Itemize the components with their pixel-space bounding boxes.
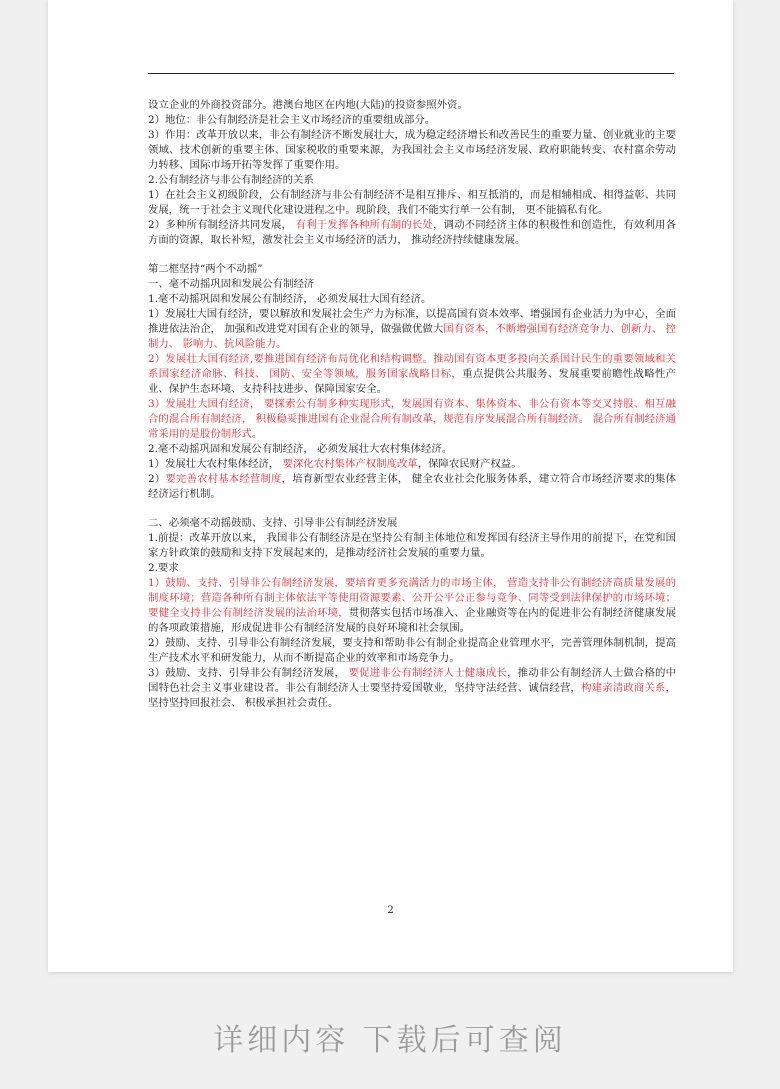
body-text: ，保障农民财产权益。 (417, 458, 522, 470)
body-text: ，调动不同经济主体的积极性和创造性，有效利用各方面的资源，取长补短，激发社会主义市场经济的活力， 推动经济持续健康发展。 (148, 219, 676, 246)
highlighted-text: 2）发展壮大国有经济,要推进国有经济布局优化和结构调整。推动国有资本更多投向关系国计民生的重要领域和关系国家经济命脉、科技、 国防、安全等领域，服务国家战略目标， (148, 353, 676, 380)
paragraph (148, 397, 676, 442)
highlighted-text: 有利于发挥各种所有制的长处 (295, 219, 434, 231)
body-text: 二、必须毫不动摇鼓励、支持、引导非公有制经济发展 (148, 517, 398, 529)
paragraph (148, 98, 676, 113)
body-text: 3）作用：改革开放以来，非公有制经济不断发展壮大，成为稳定经济增长和改善民生的重要力量、创业就业的主要领域、技术创新的重要主体、国家税收的重要来源，为我国社会主义市场经济发展、政府职能转变、农村富余劳动力转移、国际市场开拓等发挥了重要作用。 (148, 129, 676, 171)
paragraph (148, 218, 676, 248)
paragraph-gap (148, 248, 676, 262)
paragraph (148, 262, 676, 277)
body-text: 2）地位：非公有制经济是社会主义市场经济的重要组成部分。 (148, 114, 436, 126)
body-text: 一、毫不动摇巩固和发展公有制经济 (148, 278, 315, 290)
body-text: 2.要求 (148, 562, 179, 574)
paragraph (148, 442, 676, 457)
highlighted-text: 1）鼓励、支持、引导非公有制经济发展，要培育更多充满活力的市场主体， 营造支持非公有制经济高质量发展的制度环境；营造各种所有制主体依法平等使用资源要素、公开公平公正参与竞争、同等受到法律保护的市场环境； 要健全支持非公有制经济发展的法治环境， (148, 577, 676, 619)
download-hint: 详细内容 下载后可查阅 (213, 1023, 567, 1058)
body-text: 1）在社会主义初级阶段，公有制经济与非公有制经济不是相互排斥、相互抵消的，而是相辅相成、相得益彰、共同发展，统一于社会主义现代化建设进程之中。现阶段，我们不能实行单一公有制， 更不能搞私有化。 (148, 189, 676, 216)
paragraph (148, 576, 676, 636)
body-text: 1）发展壮大农村集体经济， (148, 458, 283, 470)
paragraph (148, 188, 676, 218)
body-text: 2.毫不动摇巩固和发展公有制经济， 必须发展壮大农村集体经济。 (148, 443, 453, 455)
paragraph (148, 457, 676, 472)
paragraph (148, 307, 676, 352)
body-text: 3）鼓励、支持、引导非公有制经济发展， (148, 667, 349, 679)
highlighted-text: 构建亲清政商关系 (581, 682, 666, 694)
document-page (48, 0, 733, 972)
paragraph (148, 352, 676, 397)
body-text: 1.毫不动摇巩固和发展公有制经济， 必须发展壮大国有经济。 (148, 293, 432, 305)
body-text: 2.公有制经济与非公有制经济的关系 (148, 174, 314, 186)
body-text: 1.前提：改革开放以来， 我国非公有制经济是在坚持公有制主体地位和发挥国有经济主导作用的前提下，在党和国家方针政策的鼓励和支持下发展起来的，是推动经济社会发展的重要力量。 (148, 532, 676, 559)
highlighted-text: 国有资本，不断增强国有经济竞争力、创新力、 控制力、 影响力、抗风险能力。 (148, 323, 676, 350)
highlighted-text: 要深化农村集体产权制度改革 (282, 458, 418, 470)
body-text: ，培育新型农业经营主体， 健全农业社会化服务体系，建立符合市场经济要求的集体经济运行机制。 (148, 473, 676, 500)
body-text: 贯彻落实包括市场准入、企业融资等在内的促进非公有制经济健康发展的各项政策措施，形成促进非公有制经济发展的良好环境和社会氛围。 (148, 607, 677, 634)
body-text: ， 坚持坚持回报社会、 积极承担社会责任。 (148, 682, 677, 709)
body-text: 2） (148, 473, 166, 485)
paragraph (148, 636, 676, 666)
paragraph (148, 292, 676, 307)
page-number: 2 (387, 905, 394, 916)
highlighted-text: 3）发展壮大国有经济， 要探索公有制多种实现形式，发展国有资本、集体资本、非公有资本等交叉持股、相互融合的混合所有制经济， 积极稳妥推进国有企业混合所有制改革，规范有序发展混合所有制经济。 混合所有制经济通常采用的是股份制形式。 (148, 398, 676, 440)
body-text: 2）鼓励、支持、引导非公有制经济发展，要支持和帮助非公有制企业提高企业管理水平，完善管理体制机制，提高生产技术水平和研发能力，从而不断提高企业的效率和市场竞争力。 (148, 637, 676, 664)
paragraph-gap (148, 502, 676, 516)
paragraph (148, 173, 676, 188)
body-text: 1）发展壮大国有经济，要以解放和发展社会生产力为标准，以提高国有资本效率、增强国有企业活力为中心，全面推进依法治企， 加强和改进党对国有企业的领导，做强做优做大 (148, 308, 676, 335)
paragraph (148, 472, 676, 502)
paragraph (148, 128, 676, 173)
document-body (148, 98, 676, 711)
body-text: 设立企业的外商投资部分。港澳台地区在内地(大陆)的投资参照外资。 (148, 99, 468, 111)
paragraph (148, 113, 676, 128)
body-text: ，推动非公有制经济人士做合格的中国特色社会主义事业建设者。非公有制经济人士要坚持爱国敬业，坚持守法经营、诚信经营， (148, 667, 677, 694)
highlighted-text: 要完善农村基本经营制度 (165, 473, 282, 485)
body-text: 2）多种所有制经济共同发展， (148, 219, 296, 231)
body-text: 第二框坚持“两个不动摇” (148, 263, 263, 275)
paragraph (148, 516, 676, 531)
paragraph (148, 561, 676, 576)
header-rule (148, 73, 674, 74)
body-text: 重点提供公共服务、发展重要前瞻性战略性产业、保护生态环境、支持科技进步、保障国家安全。 (148, 368, 676, 395)
paragraph (148, 666, 676, 711)
paragraph (148, 277, 676, 292)
highlighted-text: 要促进非公有制经济人士健康成长 (348, 667, 508, 679)
paragraph (148, 531, 676, 561)
